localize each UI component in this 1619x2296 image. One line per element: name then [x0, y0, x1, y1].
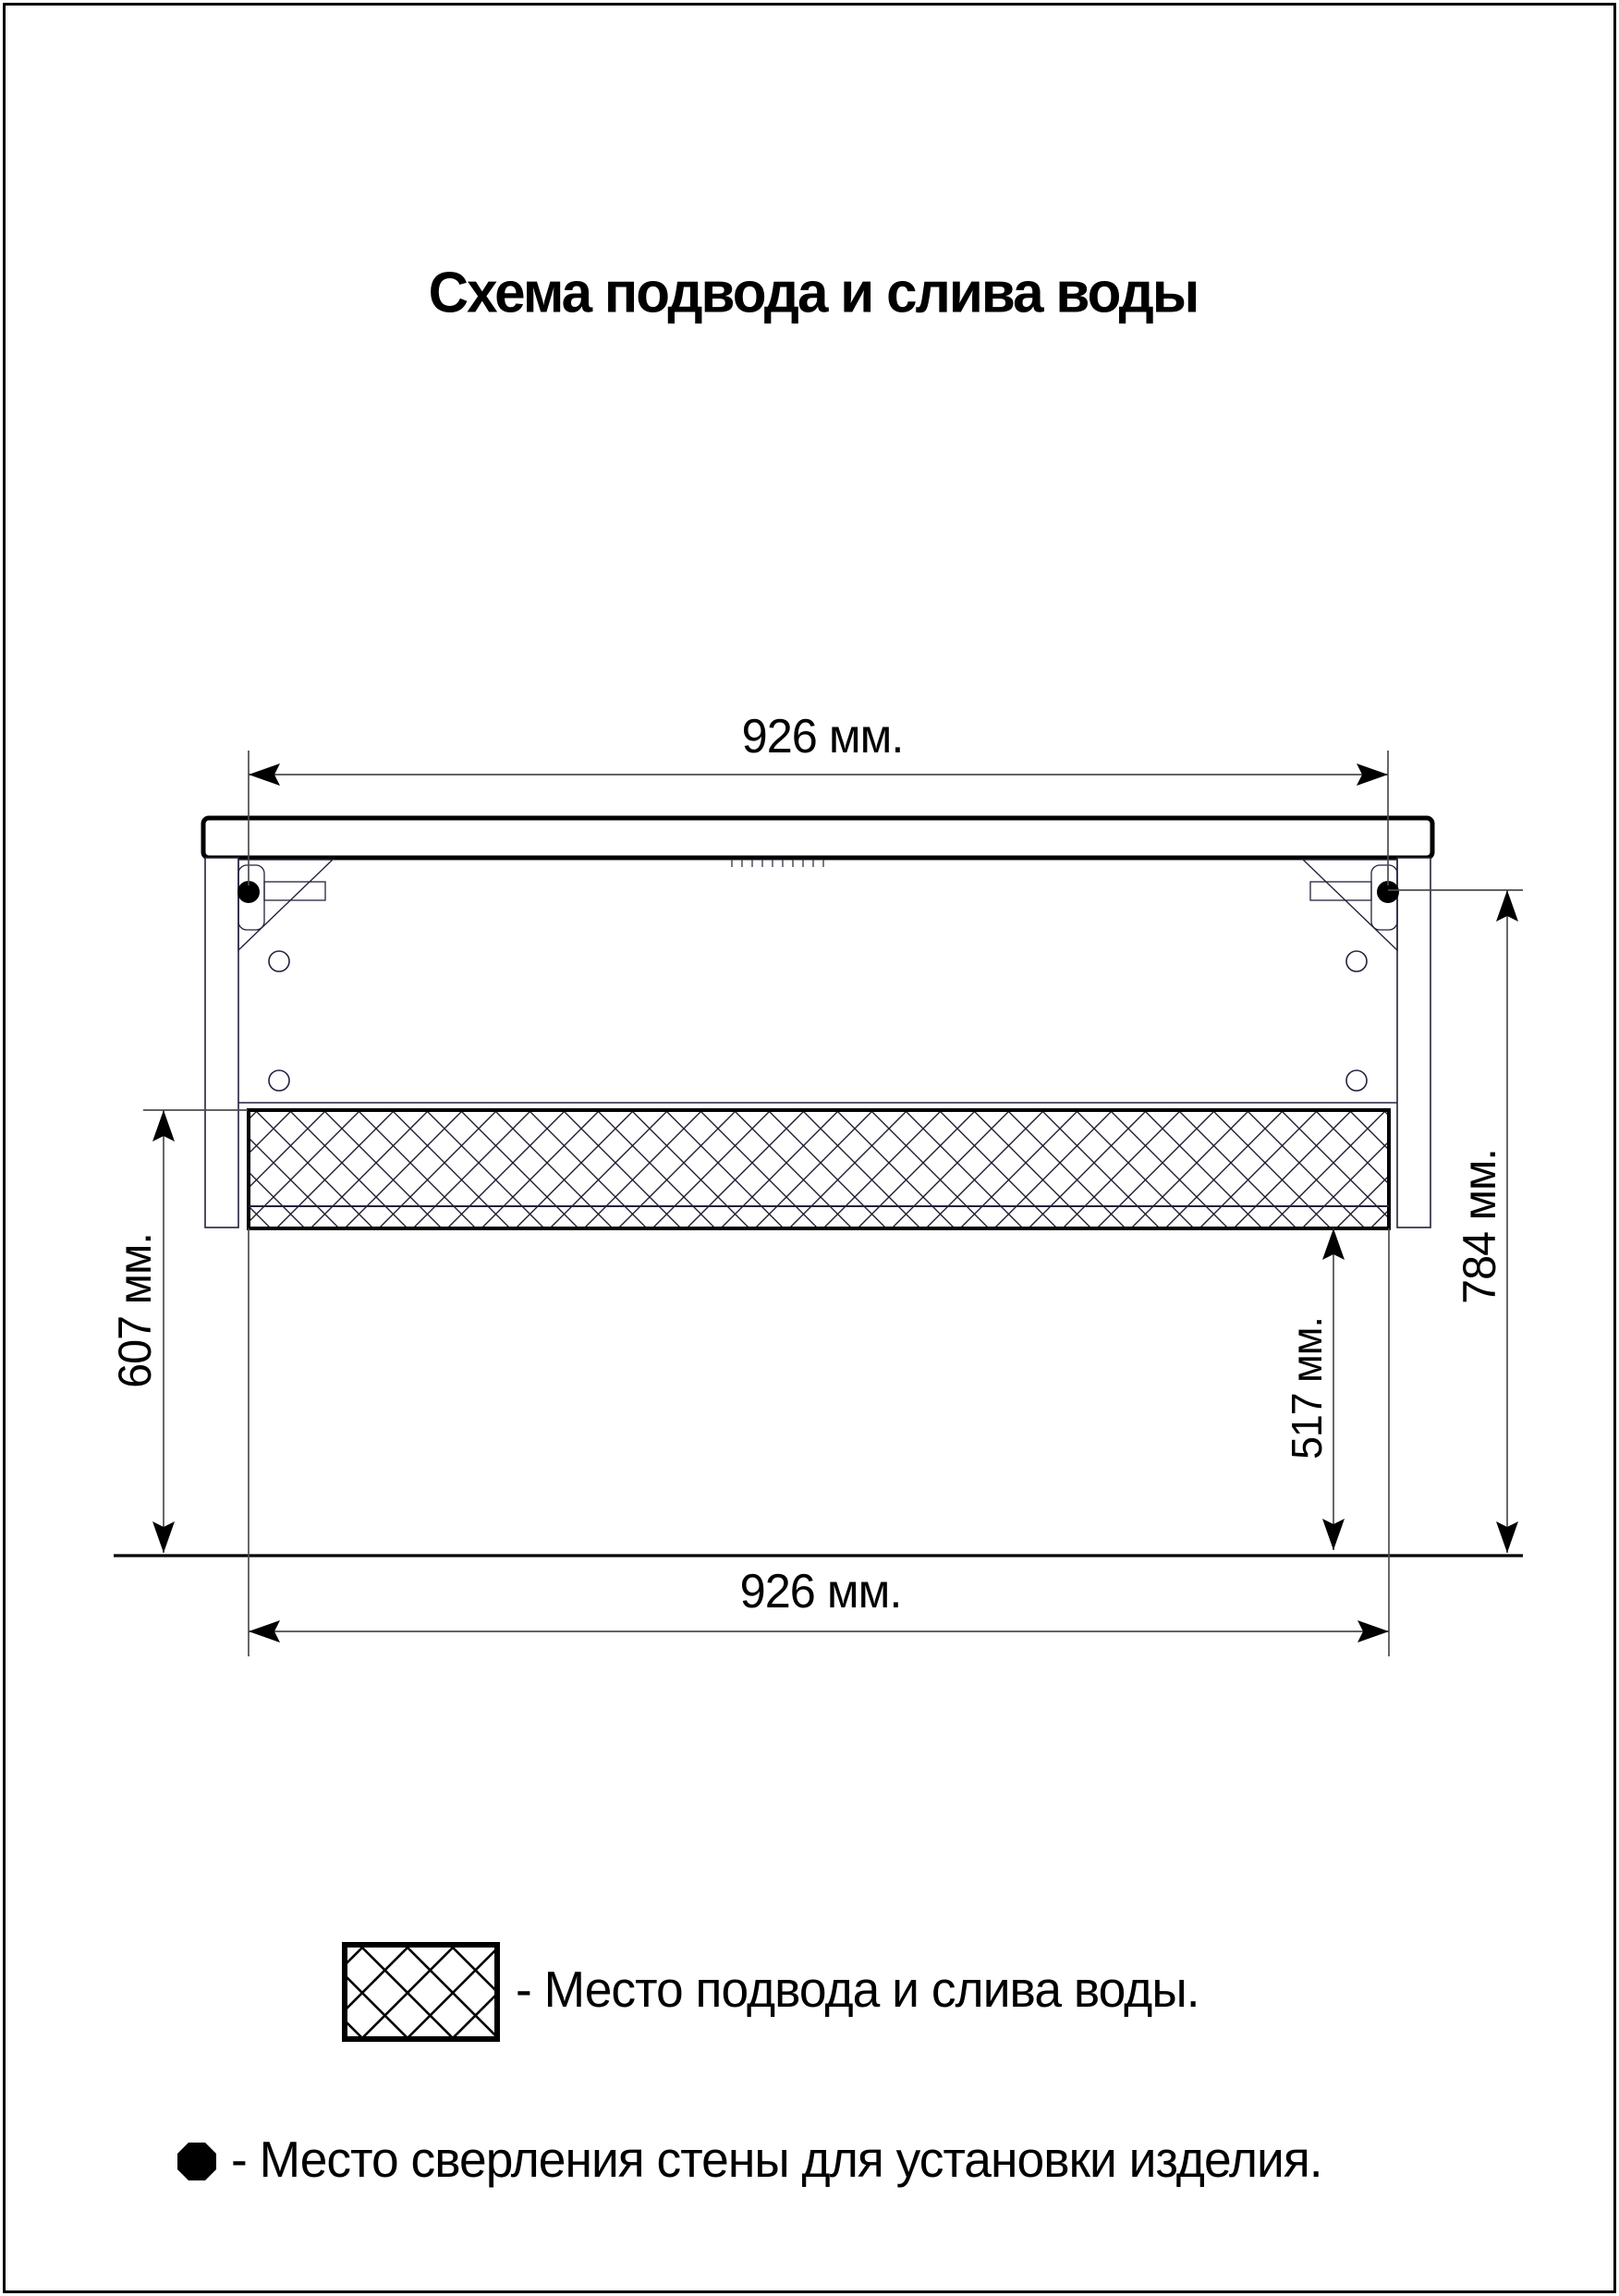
left-corner-bracket [238, 860, 333, 950]
water-zone-hatch [249, 1110, 1389, 1228]
right-side-panel [1397, 858, 1430, 1227]
right-dimension-label: 784 мм. [1454, 1149, 1505, 1304]
shelf-pin-hole [269, 1070, 289, 1091]
bottom-dimension-label: 926 мм. [739, 1565, 902, 1618]
water-zone [249, 1110, 1389, 1228]
left-side-panel [205, 858, 238, 1227]
shelf-pin-hole [1346, 951, 1367, 971]
countertop [203, 818, 1432, 858]
legend-hatch-label: - Место подвода и слива воды. [516, 1960, 1199, 2018]
right-corner-bracket [1303, 860, 1397, 950]
left-dimension-label: 607 мм. [109, 1233, 161, 1388]
drill-marker-icon [177, 2143, 216, 2180]
drain-dimension-label: 517 мм. [1283, 1317, 1331, 1459]
diagram-title: Схема подвода и слива воды [428, 261, 1199, 325]
top-dimension-label: 926 мм. [741, 710, 904, 763]
legend-drill-label: - Место сверления стены для установки изделия. [231, 2131, 1322, 2188]
shelf-pin-hole [269, 951, 289, 971]
shelf-pin-hole [1346, 1070, 1367, 1091]
legend-hatch-swatch [345, 1945, 497, 2039]
